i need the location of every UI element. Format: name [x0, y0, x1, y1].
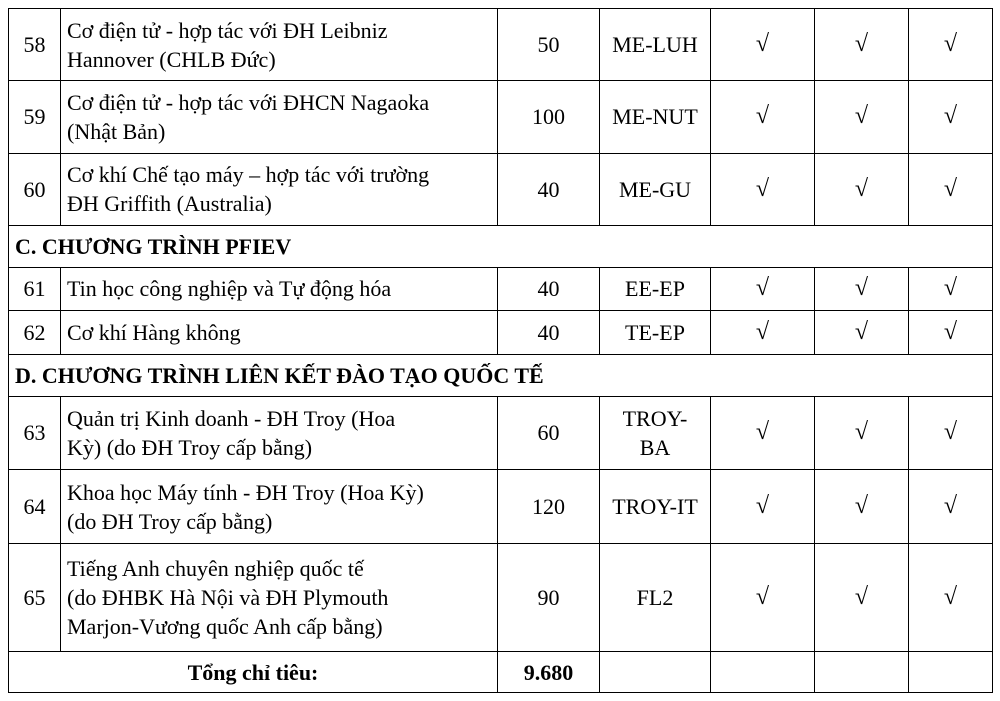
program-code-line: TROY-IT	[612, 494, 698, 520]
check-mark-cell: √	[815, 9, 909, 81]
table-body	[9, 9, 993, 693]
quota-value: 50	[498, 9, 600, 81]
program-code	[600, 9, 711, 81]
row-number: 60	[9, 153, 61, 225]
check-mark-cell: √	[711, 311, 815, 355]
table-row	[9, 470, 993, 544]
total-row	[9, 652, 993, 693]
section-title: D. CHƯƠNG TRÌNH LIÊN KẾT ĐÀO TẠO QUỐC TẾ	[9, 355, 993, 397]
section-row	[9, 225, 993, 267]
program-code-line: ME-GU	[618, 176, 692, 202]
check-mark-cell: √	[815, 544, 909, 652]
row-number: 65	[9, 544, 61, 652]
program-code-line: FL2	[636, 585, 674, 611]
total-label: Tổng chỉ tiêu:	[9, 652, 498, 693]
empty-cell	[909, 652, 993, 693]
check-mark-cell: √	[711, 396, 815, 469]
program-name-line: Cơ khí Chế tạo máy – hợp tác với trường	[67, 162, 430, 188]
check-mark-cell: √	[815, 267, 909, 311]
empty-cell	[600, 652, 711, 693]
check-mark-cell: √	[815, 81, 909, 153]
program-name	[61, 396, 498, 469]
row-number: 62	[9, 311, 61, 355]
check-mark-cell: √	[711, 153, 815, 225]
program-code	[600, 396, 711, 469]
check-mark-cell: √	[909, 311, 993, 355]
quota-value: 60	[498, 396, 600, 469]
program-name-line: Hannover (CHLB Đức)	[67, 46, 276, 72]
row-number: 59	[9, 81, 61, 153]
program-name	[61, 81, 498, 153]
check-mark-cell: √	[711, 81, 815, 153]
row-number: 64	[9, 470, 61, 544]
table-row	[9, 81, 993, 153]
check-mark-cell: √	[909, 396, 993, 469]
table-row	[9, 267, 993, 311]
table-row	[9, 544, 993, 652]
check-mark-cell: √	[909, 544, 993, 652]
program-name-line: ĐH Griffith (Australia)	[67, 191, 272, 217]
program-name	[61, 470, 498, 544]
program-name	[61, 9, 498, 81]
program-code-line: ME-LUH	[612, 32, 698, 58]
program-code-line: EE-EP	[625, 276, 685, 302]
quota-value: 120	[498, 470, 600, 544]
admission-quota-table	[8, 8, 993, 693]
quota-value: 90	[498, 544, 600, 652]
check-mark-cell: √	[909, 267, 993, 311]
program-name-line: Khoa học Máy tính - ĐH Troy (Hoa Kỳ)	[67, 479, 424, 505]
program-code	[600, 267, 711, 311]
program-name	[61, 153, 498, 225]
program-code-line: BA	[639, 434, 671, 460]
program-name-line: (do ĐH Troy cấp bằng)	[67, 508, 273, 534]
program-name	[61, 311, 498, 355]
program-code	[600, 544, 711, 652]
check-mark-cell: √	[909, 81, 993, 153]
check-mark-cell: √	[711, 470, 815, 544]
empty-cell	[815, 652, 909, 693]
quota-value: 40	[498, 267, 600, 311]
program-code-line: TE-EP	[625, 320, 685, 346]
check-mark-cell: √	[711, 544, 815, 652]
program-name-line: Cơ điện tử - hợp tác với ĐH Leibniz	[67, 17, 388, 43]
check-mark-cell: √	[909, 9, 993, 81]
section-title: C. CHƯƠNG TRÌNH PFIEV	[9, 225, 993, 267]
program-name-line: Cơ khí Hàng không	[67, 320, 241, 346]
program-name-line: Cơ điện tử - hợp tác với ĐHCN Nagaoka	[67, 89, 430, 115]
program-code	[600, 81, 711, 153]
program-name-line: Tin học công nghiệp và Tự động hóa	[67, 276, 392, 302]
check-mark-cell: √	[711, 9, 815, 81]
program-name-line: Marjon-Vương quốc Anh cấp bằng)	[67, 614, 383, 640]
program-code-line: ME-NUT	[612, 104, 698, 130]
program-name-line: (do ĐHBK Hà Nội và ĐH Plymouth	[67, 585, 389, 611]
program-code	[600, 470, 711, 544]
quota-value: 40	[498, 153, 600, 225]
empty-cell	[711, 652, 815, 693]
table-row	[9, 396, 993, 469]
program-name	[61, 267, 498, 311]
program-code-line: TROY-	[622, 405, 688, 431]
row-number: 58	[9, 9, 61, 81]
program-name-line: Tiếng Anh chuyên nghiệp quốc tế	[67, 556, 364, 582]
total-value: 9.680	[498, 652, 600, 693]
row-number: 61	[9, 267, 61, 311]
program-name-line: Quản trị Kinh doanh - ĐH Troy (Hoa	[67, 405, 396, 431]
check-mark-cell: √	[711, 267, 815, 311]
section-row	[9, 355, 993, 397]
check-mark-cell: √	[815, 311, 909, 355]
table-row	[9, 311, 993, 355]
check-mark-cell: √	[909, 153, 993, 225]
table-row	[9, 9, 993, 81]
check-mark-cell: √	[815, 396, 909, 469]
quota-value: 100	[498, 81, 600, 153]
row-number: 63	[9, 396, 61, 469]
table-row	[9, 153, 993, 225]
program-name-line: (Nhật Bản)	[67, 118, 166, 144]
check-mark-cell: √	[815, 470, 909, 544]
program-code	[600, 311, 711, 355]
program-name	[61, 544, 498, 652]
program-name-line: Kỳ) (do ĐH Troy cấp bằng)	[67, 434, 313, 460]
quota-value: 40	[498, 311, 600, 355]
check-mark-cell: √	[815, 153, 909, 225]
program-code	[600, 153, 711, 225]
check-mark-cell: √	[909, 470, 993, 544]
